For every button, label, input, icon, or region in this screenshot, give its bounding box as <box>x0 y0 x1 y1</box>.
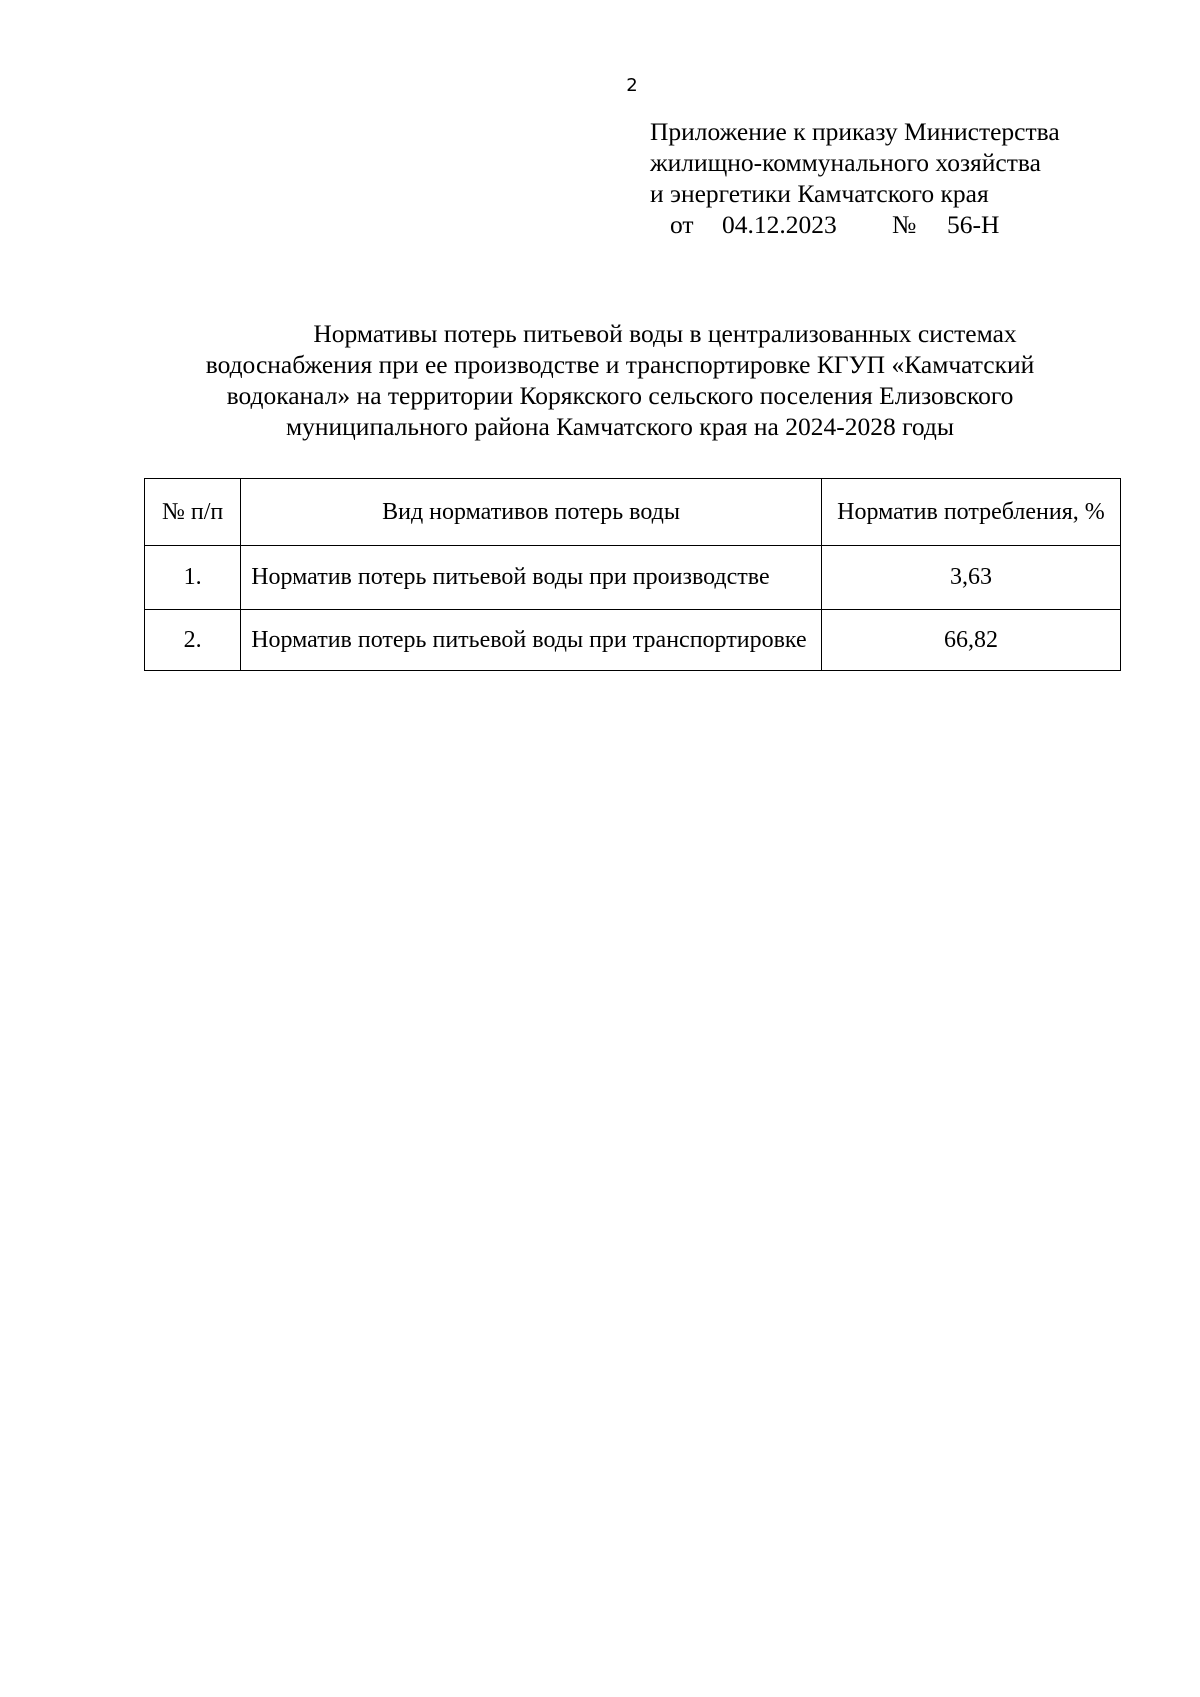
title-line: водоснабжения при ее производстве и транспортировке КГУП «Камчатский <box>205 350 1035 379</box>
order-number: 56-Н <box>947 210 1000 239</box>
title-line: муниципального района Камчатского края на 2024-2028 годы <box>285 412 955 441</box>
annex-line: Приложение к приказу Министерства <box>650 117 1060 146</box>
header-norm-value: Норматив потребления, % <box>821 479 1120 546</box>
table-header-row <box>145 479 1121 546</box>
document-title <box>140 318 1100 442</box>
annex-line: жилищно-коммунального хозяйства <box>650 148 1041 177</box>
norms-table <box>144 478 1121 671</box>
page-number: 2 <box>626 75 638 96</box>
table-row <box>145 610 1121 671</box>
row-norm-kind: Норматив потерь питьевой воды при транспортировке <box>241 610 822 671</box>
row-norm-value: 3,63 <box>821 546 1120 610</box>
row-norm-value: 66,82 <box>821 610 1120 671</box>
header-norm-kind: Вид нормативов потерь воды <box>241 479 822 546</box>
order-number-sign: № <box>892 210 917 239</box>
annex-order-reference <box>670 209 1170 240</box>
row-norm-kind: Норматив потерь питьевой воды при производстве <box>241 546 822 610</box>
row-number: 1. <box>145 546 241 610</box>
annex-line: и энергетики Камчатского края <box>650 179 989 208</box>
title-line: Нормативы потерь питьевой воды в централизованных системах <box>313 319 1017 348</box>
table-row <box>145 546 1121 610</box>
annex-header <box>650 116 1170 240</box>
order-date: 04.12.2023 <box>722 210 837 239</box>
row-number: 2. <box>145 610 241 671</box>
title-line: водоканал» на территории Корякского сельского поселения Елизовского <box>226 381 1014 410</box>
header-number: № п/п <box>145 479 241 546</box>
order-from-label: от <box>670 210 694 239</box>
